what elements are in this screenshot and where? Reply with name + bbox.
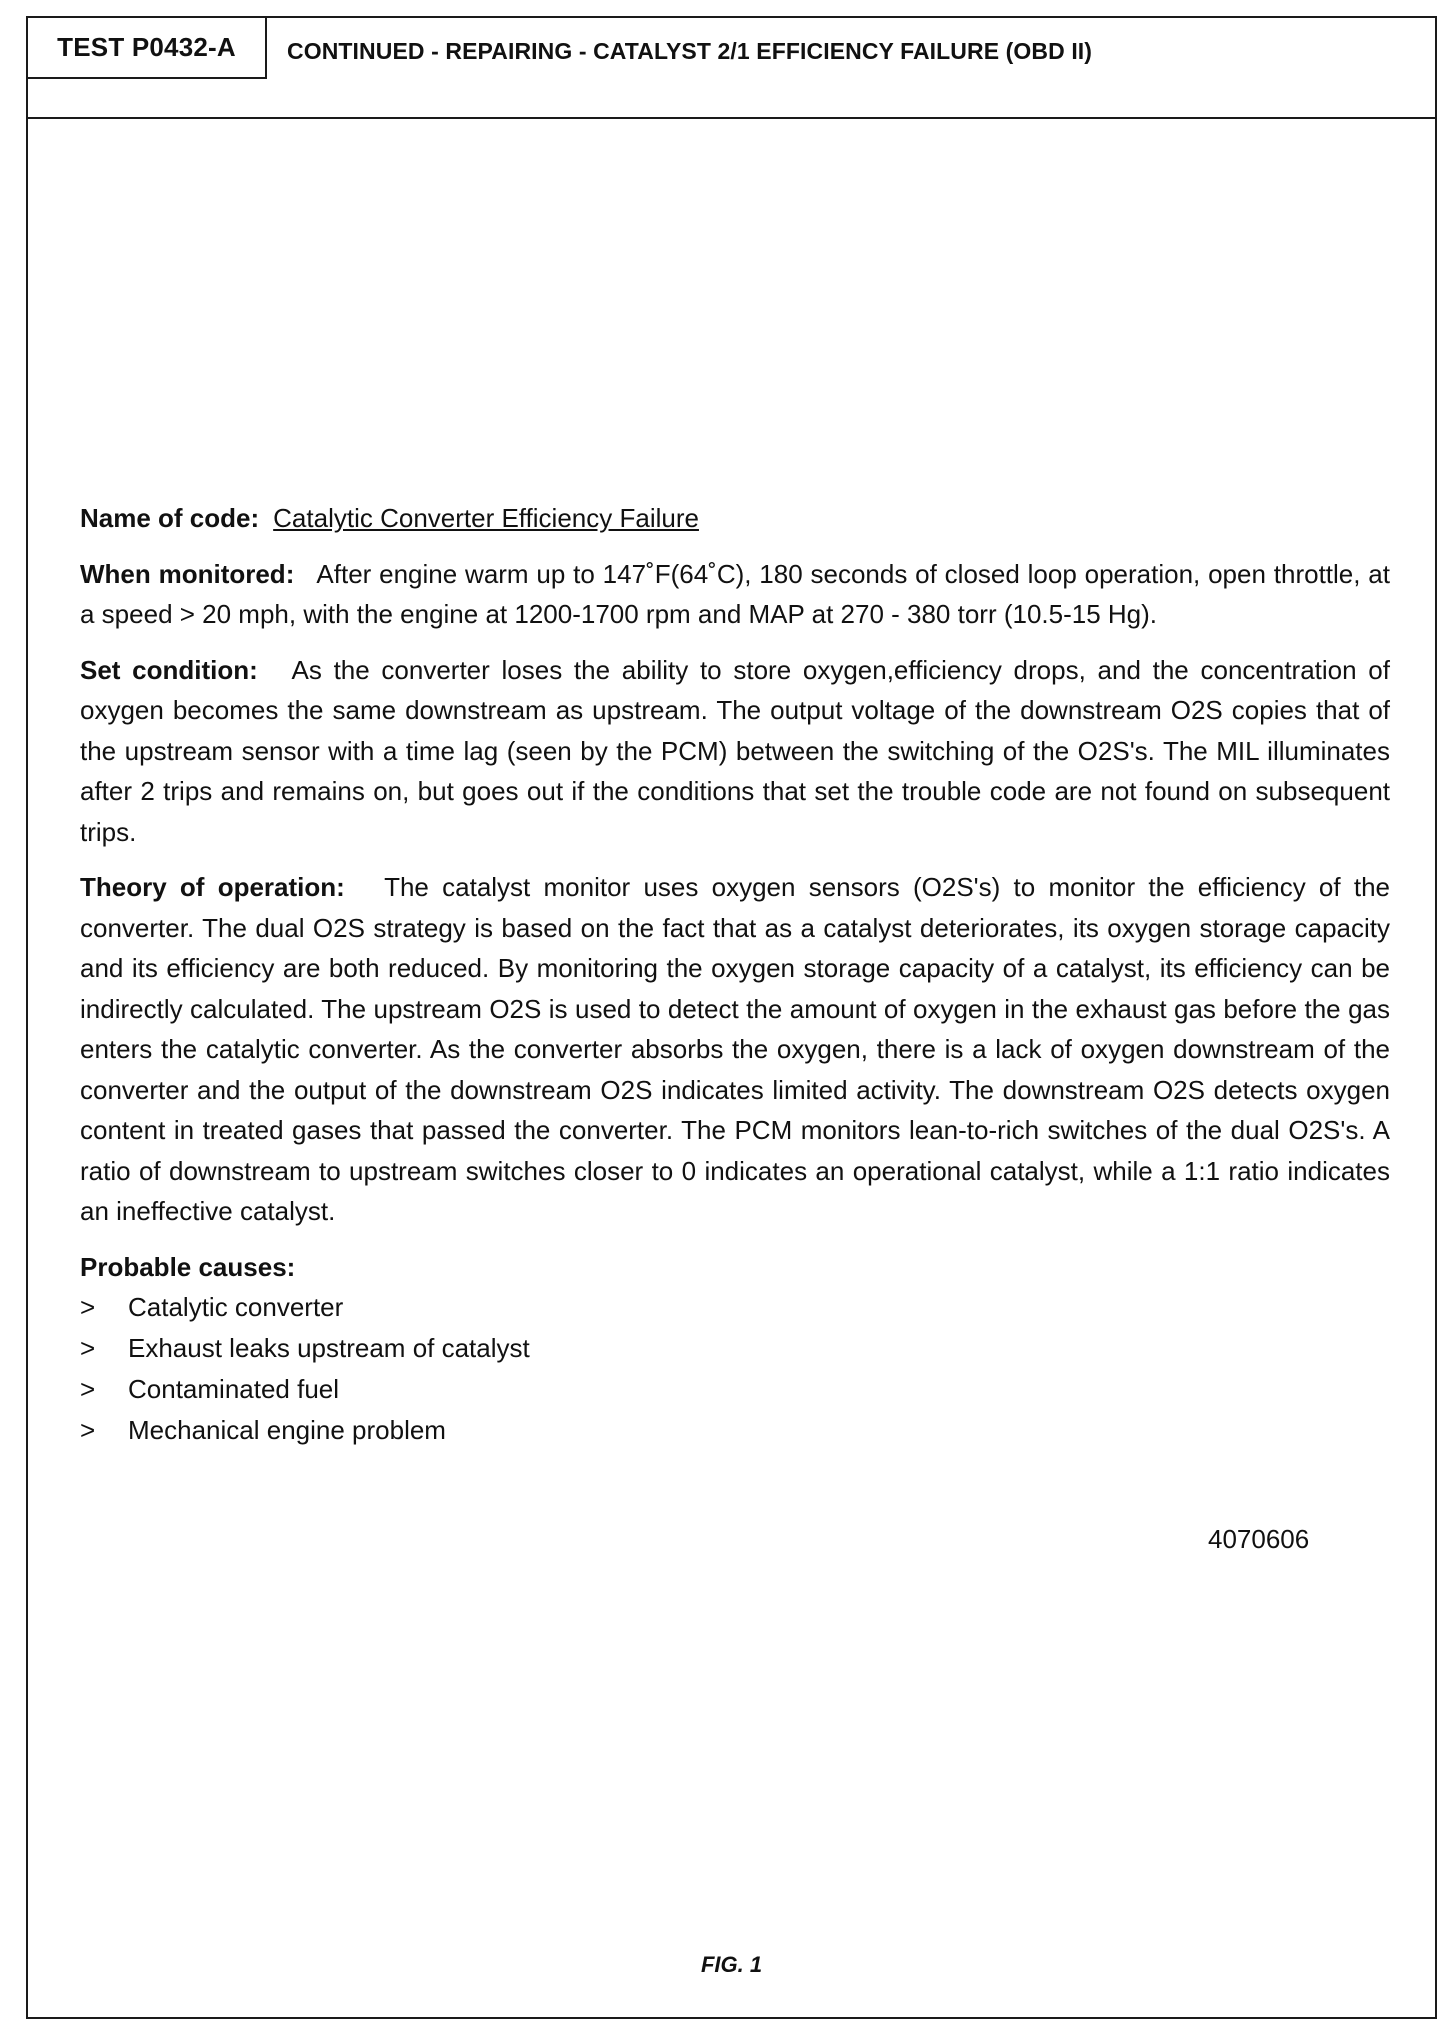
- cause-text: Exhaust leaks upstream of catalyst: [128, 1333, 530, 1363]
- bullet-glyph: >: [80, 1374, 96, 1404]
- header-title: CONTINUED - REPAIRING - CATALYST 2/1 EFFICIENCY FAILURE (OBD II): [287, 38, 1093, 64]
- figure-caption: FIG. 1: [700, 1952, 763, 1977]
- when-monitored-paragraph: [80, 554, 1390, 635]
- name-of-code-paragraph: [80, 498, 1390, 539]
- theory-of-operation-label: Theory of operation:: [80, 872, 345, 902]
- theory-of-operation-text: The catalyst monitor uses oxygen sensors (O2S's) to monitor the efficiency of the converter. The dual O2S strategy is based on the fact that as a catalyst deteriorates, its oxygen storage capacity and its efficiency are both reduced. By monitoring the oxygen storage capacity of a catalyst, its efficiency can be indirectly calculated. The upstream O2S is used to detect the amount of oxygen in the exhaust gas before the gas enters the catalytic converter. As the converter absorbs the oxygen, there is a lack of oxygen downstream of the converter and the output of the downstream O2S indicates limited activity. The downstream O2S detects oxygen content in treated gases that passed the converter. The PCM monitors lean-to-rich switches of the dual O2S's. A ratio of downstream to upstream switches closer to 0 indicates an operational catalyst, while a 1:1 ratio indicates an ineffective catalyst.: [80, 872, 1391, 1226]
- page-header: [28, 18, 1435, 119]
- figure-id: 4070606: [1208, 1524, 1310, 1554]
- set-condition-paragraph: [80, 650, 1390, 853]
- cause-text: Catalytic converter: [128, 1292, 344, 1322]
- main-content: [80, 498, 1390, 1451]
- list-item: [80, 1287, 1390, 1328]
- when-monitored-text: After engine warm up to 147˚F(64˚C), 180 seconds of closed loop operation, open throttle, at a speed > 20 mph, with the engine at 1200-1700 rpm and MAP at 270 - 380 torr (10.5-15 Hg).: [80, 558, 1390, 629]
- list-item: [80, 1369, 1390, 1410]
- cause-text: Contaminated fuel: [128, 1374, 340, 1404]
- bullet-glyph: >: [80, 1415, 96, 1445]
- code-name-value: Catalytic Converter Efficiency Failure: [273, 503, 699, 533]
- theory-of-operation-paragraph: [80, 867, 1390, 1232]
- when-monitored-label: When monitored:: [80, 558, 295, 589]
- probable-causes-list: [80, 1287, 1390, 1451]
- bullet-glyph: >: [80, 1333, 96, 1363]
- cause-text: Mechanical engine problem: [128, 1415, 446, 1445]
- set-condition-text: As the converter loses the ability to store oxygen,efficiency drops, and the concentration of oxygen becomes the same downstream as upstream. The output voltage of the downstream O2S copies that of the upstream sensor with a time lag (seen by the PCM) between the switching of the O2S's. The MIL illuminates after 2 trips and remains on, but goes out if the conditions that set the trouble code are not found on subsequent trips.: [80, 654, 1390, 847]
- set-condition-label: Set condition:: [80, 654, 258, 685]
- probable-causes-label: Probable causes:: [80, 1251, 296, 1282]
- bullet-glyph: >: [80, 1292, 96, 1322]
- test-id-box: TEST P0432-A: [26, 16, 267, 79]
- list-item: [80, 1410, 1390, 1451]
- list-item: [80, 1328, 1390, 1369]
- page-frame: [26, 16, 1437, 2019]
- name-of-code-label: Name of code:: [80, 503, 260, 533]
